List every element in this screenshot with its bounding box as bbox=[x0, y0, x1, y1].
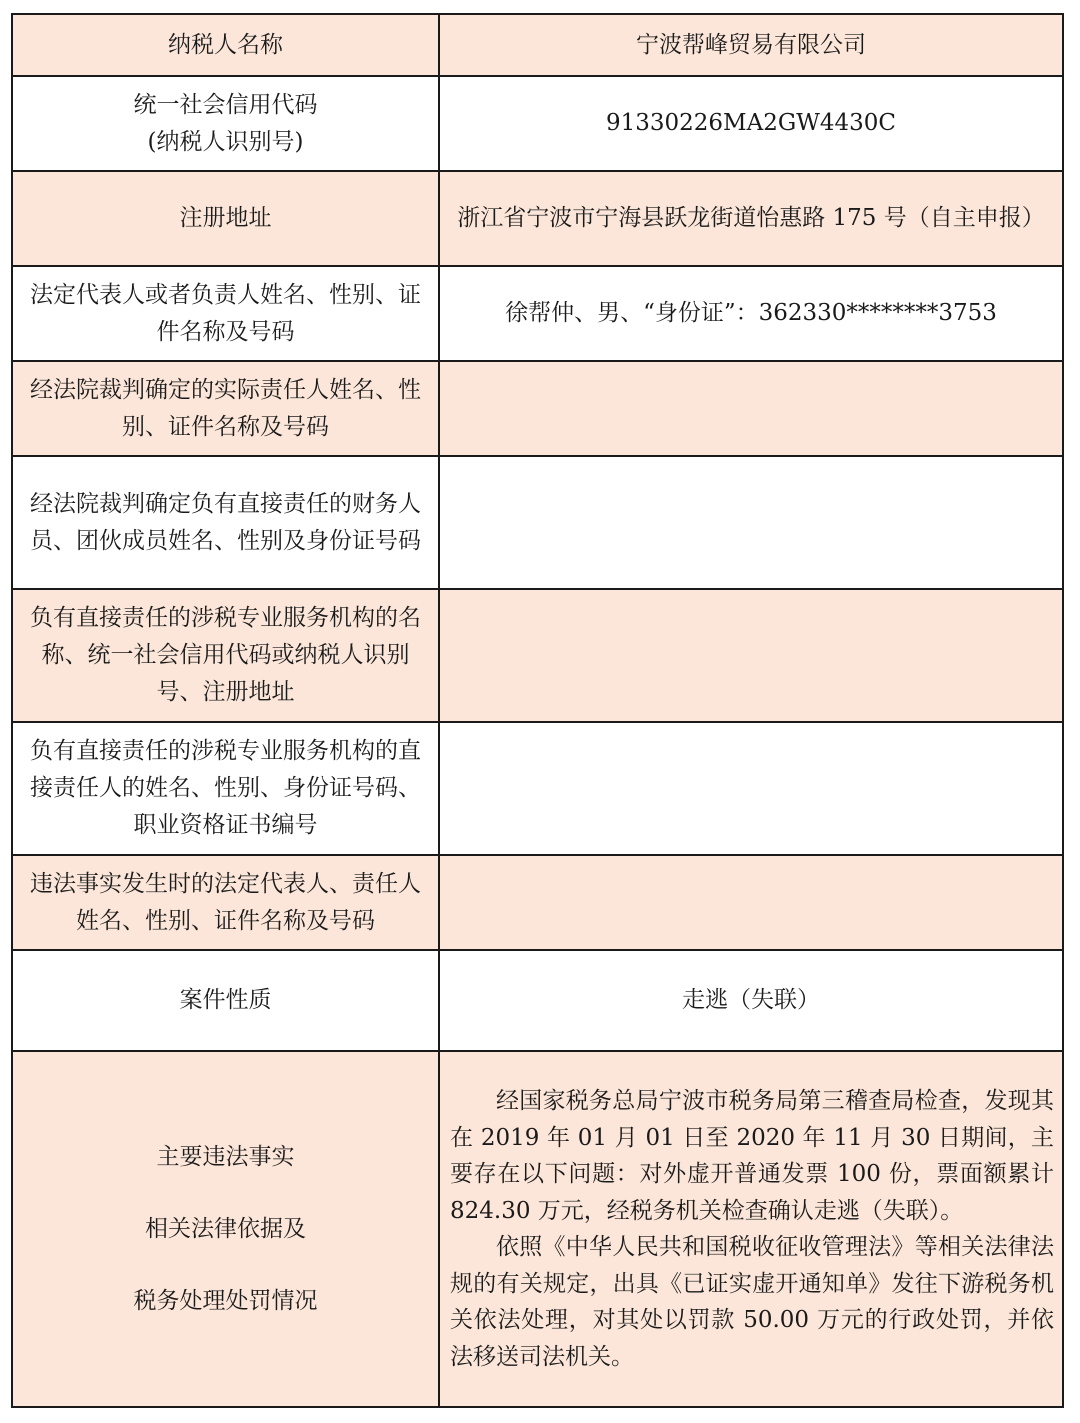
table-row bbox=[12, 855, 1063, 950]
table-row bbox=[12, 1051, 1063, 1407]
legal-rep-label: 法定代表人或者负责人姓名、性别、证件名称及号码 bbox=[12, 266, 439, 361]
registered-address-value: 浙江省宁波市宁海县跃龙街道怡惠路 175 号（自主申报） bbox=[439, 171, 1063, 266]
taxpayer-info-table bbox=[11, 13, 1064, 1408]
facts-paragraph: 经国家税务总局宁波市税务局第三稽查局检查，发现其在 2019 年 01 月 01 日至 2020 年 11 月 30 日期间，主要存在以下问题：对外虚开普通发票 100 份，票面额累计 824.30 万元，经税务机关检查确认走逃（失联）。 bbox=[450, 1088, 1054, 1224]
facts-label-line: 相关法律依据及 bbox=[145, 1215, 306, 1242]
table-row bbox=[12, 266, 1063, 361]
credit-code-label-line: 统一社会信用代码 bbox=[133, 91, 318, 118]
facts-paragraph: 依照《中华人民共和国税收征收管理法》等相关法律法规的有关规定，出具《已证实虚开通知单》发往下游税务机关依法处理，对其处以罚款 50.00 万元的行政处罚，并依法移送司法机关。 bbox=[450, 1234, 1054, 1370]
table-row bbox=[12, 14, 1063, 76]
violation-facts-value bbox=[439, 1051, 1063, 1407]
finance-staff-label: 经法院裁判确定负有直接责任的财务人员、团伙成员姓名、性别及身份证号码 bbox=[12, 456, 439, 589]
legal-rep-value: 徐帮仲、男、“身份证”：362330********3753 bbox=[439, 266, 1063, 361]
service-agency-label: 负有直接责任的涉税专业服务机构的名称、统一社会信用代码或纳税人识别号、注册地址 bbox=[12, 589, 439, 722]
table-row bbox=[12, 171, 1063, 266]
registered-address-label: 注册地址 bbox=[12, 171, 439, 266]
table-row bbox=[12, 950, 1063, 1051]
case-nature-label: 案件性质 bbox=[12, 950, 439, 1051]
violation-facts-label bbox=[12, 1051, 439, 1407]
court-responsible-person-label: 经法院裁判确定的实际责任人姓名、性别、证件名称及号码 bbox=[12, 361, 439, 456]
table-row bbox=[12, 722, 1063, 855]
table-row bbox=[12, 589, 1063, 722]
taxpayer-name-value: 宁波帮峰贸易有限公司 bbox=[439, 14, 1063, 76]
violation-time-rep-label: 违法事实发生时的法定代表人、责任人姓名、性别、证件名称及号码 bbox=[12, 855, 439, 950]
violation-time-rep-value bbox=[439, 855, 1063, 950]
credit-code-label-line: (纳税人识别号) bbox=[147, 128, 304, 155]
credit-code-value: 91330226MA2GW4430C bbox=[439, 76, 1063, 171]
agency-responsible-person-label: 负有直接责任的涉税专业服务机构的直接责任人的姓名、性别、身份证号码、职业资格证书编号 bbox=[12, 722, 439, 855]
case-nature-value: 走逃（失联） bbox=[439, 950, 1063, 1051]
credit-code-label bbox=[12, 76, 439, 171]
facts-label-line: 主要违法事实 bbox=[156, 1143, 295, 1170]
taxpayer-name-label: 纳税人名称 bbox=[12, 14, 439, 76]
table-row bbox=[12, 456, 1063, 589]
finance-staff-value bbox=[439, 456, 1063, 589]
facts-label-line: 税务处理处罚情况 bbox=[133, 1287, 318, 1314]
table-row bbox=[12, 361, 1063, 456]
agency-responsible-person-value bbox=[439, 722, 1063, 855]
table-row bbox=[12, 76, 1063, 171]
court-responsible-person-value bbox=[439, 361, 1063, 456]
service-agency-value bbox=[439, 589, 1063, 722]
